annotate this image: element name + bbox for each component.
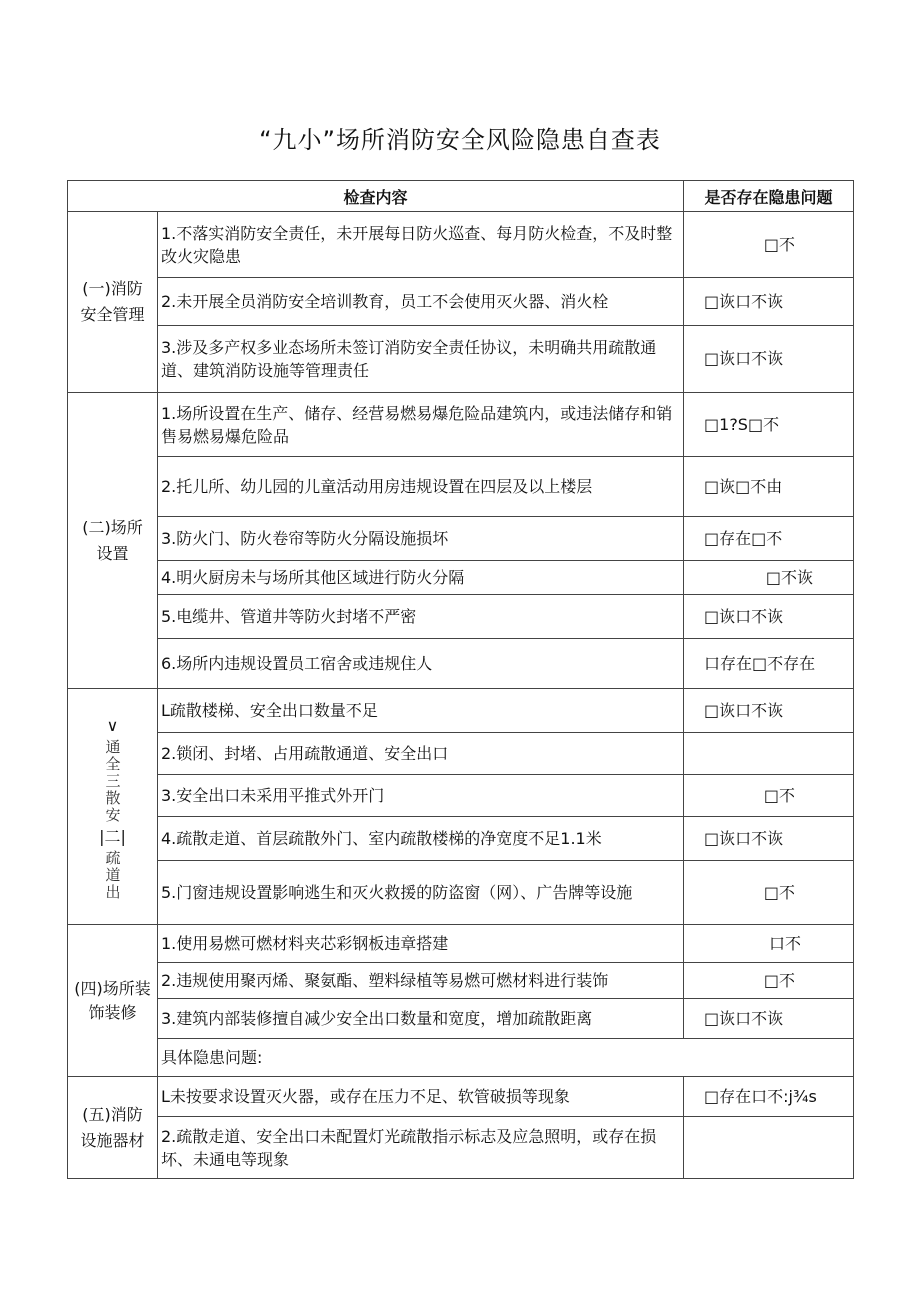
answer-cell: 口存在□不存在: [684, 639, 854, 689]
answer-cell: [684, 733, 854, 775]
table-row: [68, 561, 854, 595]
table-row: [68, 1077, 854, 1117]
answer-cell: □诙□不由: [684, 457, 854, 517]
category-mark: |二|: [99, 826, 126, 846]
answer-cell: □不诙: [684, 561, 854, 595]
answer-cell: □诙口不诙: [684, 278, 854, 326]
item-text: L疏散楼梯、安全出口数量不足: [158, 689, 684, 733]
answer-cell: □不: [684, 963, 854, 999]
item-text: 2.未开展全员消防安全培训教育，员工不会使用灭火器、消火栓: [158, 278, 684, 326]
table-header-row: [68, 181, 854, 212]
item-text: 2.托儿所、幼儿园的儿童活动用房违规设置在四层及以上楼层: [158, 457, 684, 517]
answer-cell: □不: [684, 775, 854, 817]
category-label: (二)场所设置: [82, 517, 143, 563]
table-row: [68, 1117, 854, 1179]
table-row: [68, 733, 854, 775]
item-text: 3.涉及多产权多业态场所未签订消防安全责任协议，未明确共用疏散通道、建筑消防设施等管理责任: [158, 326, 684, 393]
category-mark: ∨: [106, 715, 119, 735]
page-title: “九小”场所消防安全风险隐患自查表: [259, 126, 661, 154]
table-row: [68, 595, 854, 639]
table-row: [68, 1039, 854, 1077]
table-row: [68, 212, 854, 278]
answer-cell: □诙口不诙: [684, 595, 854, 639]
answer-cell: □不: [684, 861, 854, 925]
table-row: [68, 457, 854, 517]
answer-cell: □存在□不: [684, 517, 854, 561]
category-col1: 通全三散安: [103, 738, 122, 824]
answer-cell: □存在口不:j¾s: [684, 1077, 854, 1117]
item-text: 2.疏散走道、安全出口未配置灯光疏散指示标志及应急照明，或存在损坏、未通电等现象: [158, 1117, 684, 1179]
table-row: [68, 326, 854, 393]
item-text: 3.建筑内部装修擅自减少安全出口数量和宽度，增加疏散距离: [158, 999, 684, 1039]
answer-cell: □不: [684, 212, 854, 278]
table-row: [68, 689, 854, 733]
self-check-table: [67, 180, 854, 1179]
answer-cell: □诙口不诙: [684, 817, 854, 861]
table-row: [68, 963, 854, 999]
item-text: 2.锁闭、封堵、占用疏散通道、安全出口: [158, 733, 684, 775]
category-vertical-label: [68, 713, 157, 901]
table-row: [68, 517, 854, 561]
table-row: [68, 639, 854, 689]
note-cell: 具体隐患问题:: [158, 1039, 854, 1077]
category-label: (四)场所装饰装修: [74, 978, 151, 1022]
category-col2: 疏道出: [103, 849, 122, 901]
category-cell: [68, 393, 158, 689]
category-label: (一)消防安全管理: [80, 279, 145, 324]
item-text: 1.不落实消防安全责任，未开展每日防火巡查、每月防火检查，不及时整改火灾隐患: [158, 212, 684, 278]
table-row: [68, 817, 854, 861]
answer-cell: [684, 1117, 854, 1179]
item-text: 3.安全出口未采用平推式外开门: [158, 775, 684, 817]
answer-cell: □1?S□不: [684, 393, 854, 457]
item-text: L未按要求设置灭火器，或存在压力不足、软管破损等现象: [158, 1077, 684, 1117]
table-row: [68, 999, 854, 1039]
category-cell: [68, 212, 158, 393]
header-issue: 是否存在隐患问题: [684, 181, 854, 212]
table-row: [68, 393, 854, 457]
table-row: [68, 861, 854, 925]
item-text: 5.电缆井、管道井等防火封堵不严密: [158, 595, 684, 639]
item-text: 1.场所设置在生产、储存、经营易燃易爆危险品建筑内，或违法储存和销售易燃易爆危险品: [158, 393, 684, 457]
answer-cell: □诙口不诙: [684, 326, 854, 393]
table-row: [68, 925, 854, 963]
item-text: 6.场所内违规设置员工宿舍或违规住人: [158, 639, 684, 689]
item-text: 4.疏散走道、首层疏散外门、室内疏散楼梯的净宽度不足1.1米: [158, 817, 684, 861]
answer-cell: 口不: [684, 925, 854, 963]
category-cell: [68, 689, 158, 925]
category-label: (五)消防设施器材: [80, 1104, 145, 1150]
answer-cell: □诙口不诙: [684, 689, 854, 733]
answer-cell: □诙口不诙: [684, 999, 854, 1039]
header-content: 检查内容: [68, 181, 684, 212]
table-row: [68, 278, 854, 326]
category-cell: [68, 1077, 158, 1179]
item-text: 3.防火门、防火卷帘等防火分隔设施损坏: [158, 517, 684, 561]
item-text: 2.违规使用聚丙烯、聚氨酯、塑料绿植等易燃可燃材料进行装饰: [158, 963, 684, 999]
category-cell: [68, 925, 158, 1077]
table-row: [68, 775, 854, 817]
item-text: 1.使用易燃可燃材料夹芯彩钢板违章搭建: [158, 925, 684, 963]
item-text: 5.门窗违规设置影响逃生和灭火救援的防盗窗（网）、广告牌等设施: [158, 861, 684, 925]
item-text: 4.明火厨房未与场所其他区域进行防火分隔: [158, 561, 684, 595]
